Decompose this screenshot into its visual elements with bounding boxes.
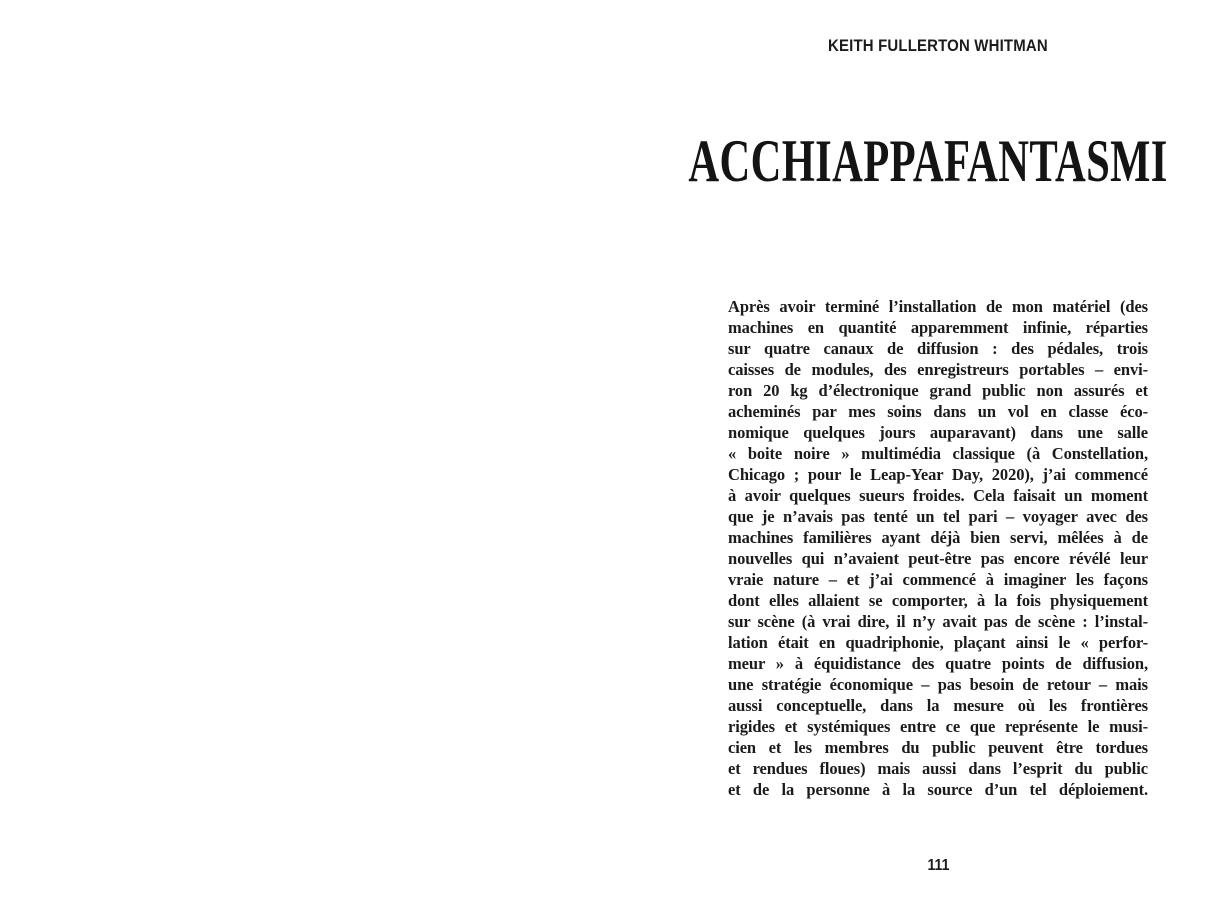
body-line: ron 20 kg d’électronique grand public non assurés et: [728, 381, 1148, 400]
body-line: que je n’avais pas tenté un tel pari – voyager avec des: [728, 507, 1148, 526]
body-line: à avoir quelques sueurs froides. Cela faisait un moment: [728, 486, 1148, 505]
body-line: une stratégie économique – pas besoin de retour – mais: [728, 675, 1148, 694]
body-line: et de la personne à la source d’un tel déploiement.: [728, 780, 1148, 799]
running-header-text: KEITH FULLERTON WHITMAN: [828, 36, 1048, 55]
body-line: sur quatre canaux de diffusion : des pédales, trois: [728, 339, 1148, 358]
body-line: Après avoir terminé l’installation de mon matériel (des: [728, 297, 1148, 316]
body-line: meur » à équidistance des quatre points de diffusion,: [728, 654, 1148, 673]
body-line: vraie nature – et j’ai commencé à imaginer les façons: [728, 570, 1148, 589]
body-line: caisses de modules, des enregistreurs portables – envi-: [728, 360, 1148, 379]
body-line: lation était en quadriphonie, plaçant ainsi le « perfor-: [728, 633, 1148, 652]
body-paragraph: [728, 296, 1148, 800]
body-line: rigides et systémiques entre ce que représente le musi-: [728, 717, 1148, 736]
body-line: cien et les membres du public peuvent être tordues: [728, 738, 1148, 757]
body-line: dont elles allaient se comporter, à la fois physiquement: [728, 591, 1148, 610]
body-line: « boite noire » multimédia classique (à Constellation,: [728, 444, 1148, 463]
page-number-text: 111: [927, 857, 949, 874]
body-line: et rendues floues) mais aussi dans l’esprit du public: [728, 759, 1148, 778]
body-line: Chicago ; pour le Leap-Year Day, 2020), j’ai commencé: [728, 465, 1148, 484]
body-line: sur scène (à vrai dire, il n’y avait pas de scène : l’instal-: [728, 612, 1148, 631]
page-number: [728, 856, 1148, 876]
body-line: machines familières ayant déjà bien servi, mêlées à de: [728, 528, 1148, 547]
chapter-title: ACCHIAPPAFANTASMI: [688, 128, 1168, 194]
body-line: acheminés par mes soins dans un vol en classe éco-: [728, 402, 1148, 421]
body-line: nomique quelques jours auparavant) dans une salle: [728, 423, 1148, 442]
body-line: aussi conceptuelle, dans la mesure où les frontières: [728, 696, 1148, 715]
running-header: [728, 36, 1148, 56]
body-line: nouvelles qui n’avaient peut-être pas encore révélé leur: [728, 549, 1148, 568]
body-line: machines en quantité apparemment infinie, réparties: [728, 318, 1148, 337]
